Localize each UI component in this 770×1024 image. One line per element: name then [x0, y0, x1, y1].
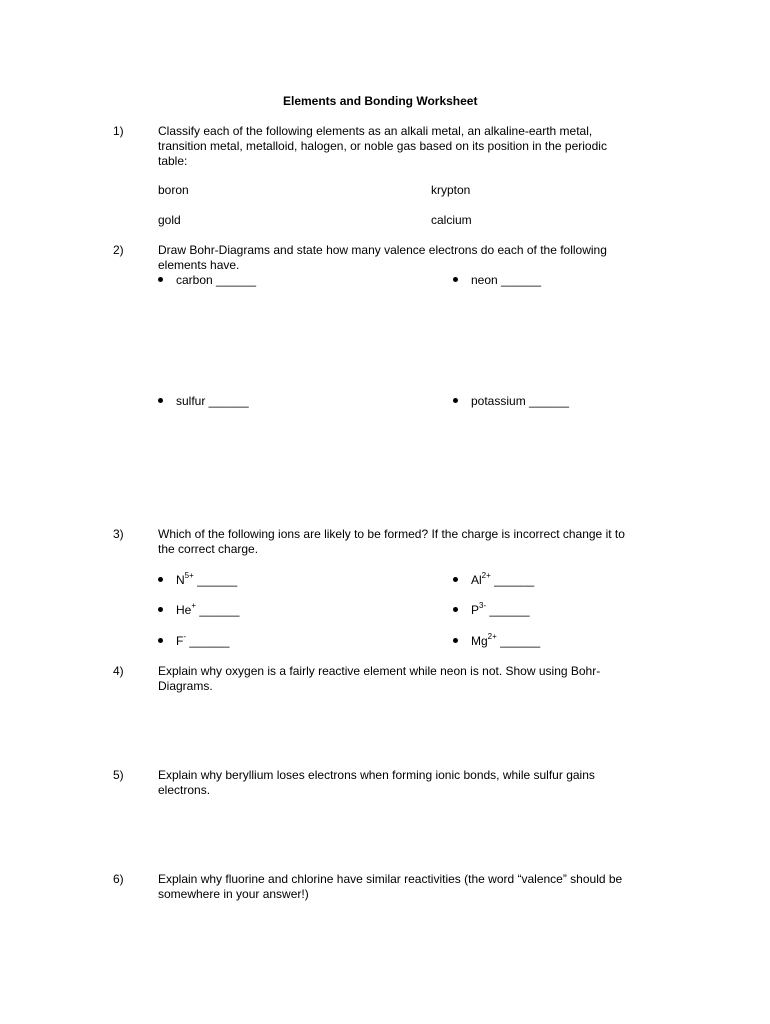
bullet-icon — [453, 398, 458, 403]
bullet-icon — [158, 398, 163, 403]
answer-blank: ______ — [496, 634, 541, 648]
ion-charge: - — [183, 632, 187, 641]
q3-text-line1: Which of the following ions are likely to be formed? If the charge is incorrect change it to — [158, 527, 625, 541]
bullet-icon — [453, 607, 458, 612]
element-calcium: calcium — [431, 213, 472, 227]
bullet-icon — [158, 638, 163, 643]
q6-text-line2: somewhere in your answer!) — [158, 887, 309, 901]
answer-blank: ______ — [490, 573, 535, 587]
answer-blank: ______ — [196, 603, 240, 617]
item-label: carbon ______ — [176, 273, 257, 287]
page-title: Elements and Bonding Worksheet — [283, 94, 478, 108]
bullet-icon — [158, 277, 163, 282]
q3-text-line2: the correct charge. — [158, 542, 259, 556]
answer-blank: ______ — [486, 603, 530, 617]
element-boron: boron — [158, 183, 189, 197]
q6-number: 6) — [113, 872, 124, 886]
q3-number: 3) — [113, 527, 124, 541]
ion-charge: 3- — [479, 601, 487, 610]
bullet-icon — [453, 577, 458, 582]
element-gold: gold — [158, 213, 181, 227]
bullet-icon — [158, 577, 163, 582]
ion-charge: 2+ — [487, 632, 497, 641]
ion-charge: 2+ — [481, 571, 491, 580]
bullet-item-neon — [453, 273, 541, 288]
bullet-icon — [158, 607, 163, 612]
q6-text-line1: Explain why fluorine and chlorine have similar reactivities (the word “valence” should be — [158, 872, 623, 886]
q2-number: 2) — [113, 243, 124, 257]
ion-symbol: He — [176, 603, 192, 617]
item-label: sulfur ______ — [176, 394, 249, 408]
q2-text-line1: Draw Bohr-Diagrams and state how many valence electrons do each of the following — [158, 243, 607, 257]
element-krypton: krypton — [431, 183, 471, 197]
q1-text-line1: Classify each of the following elements as an alkali metal, an alkaline-earth metal, — [158, 124, 593, 138]
q5-text-line2: electrons. — [158, 783, 211, 797]
answer-blank: ______ — [186, 634, 230, 648]
bullet-item-carbon — [158, 273, 256, 288]
ion-symbol: P — [471, 603, 480, 617]
item-label: neon ______ — [471, 273, 542, 287]
q2-text-line2: elements have. — [158, 258, 240, 272]
ion-charge: 5+ — [184, 571, 194, 580]
ion-item-nitrogen — [158, 573, 237, 588]
ion-symbol: Mg — [471, 634, 488, 648]
q4-text-line2: Diagrams. — [158, 679, 213, 693]
answer-blank: ______ — [193, 573, 238, 587]
q1-number: 1) — [113, 124, 124, 138]
bullet-item-potassium — [453, 394, 569, 409]
q4-number: 4) — [113, 664, 124, 678]
bullet-icon — [453, 277, 458, 282]
item-label: potassium ______ — [471, 394, 570, 408]
ion-item-magnesium — [453, 634, 540, 649]
q5-number: 5) — [113, 768, 124, 782]
q4-text-line1: Explain why oxygen is a fairly reactive element while neon is not. Show using Bohr- — [158, 664, 601, 678]
bullet-item-sulfur — [158, 394, 249, 409]
ion-symbol: Al — [471, 573, 482, 587]
ion-item-phosphorus — [453, 603, 530, 618]
q1-text-line2: transition metal, metalloid, halogen, or noble gas based on its position in the periodic — [158, 139, 607, 153]
ion-item-aluminum — [453, 573, 534, 588]
q5-text-line1: Explain why beryllium loses electrons when forming ionic bonds, while sulfur gains — [158, 768, 595, 782]
ion-charge: + — [191, 601, 197, 610]
ion-symbol: N — [176, 573, 185, 587]
q1-text-line3: table: — [158, 154, 188, 168]
ion-item-helium — [158, 603, 239, 618]
ion-item-fluorine — [158, 634, 229, 649]
ion-symbol: F — [176, 634, 184, 648]
bullet-icon — [453, 638, 458, 643]
